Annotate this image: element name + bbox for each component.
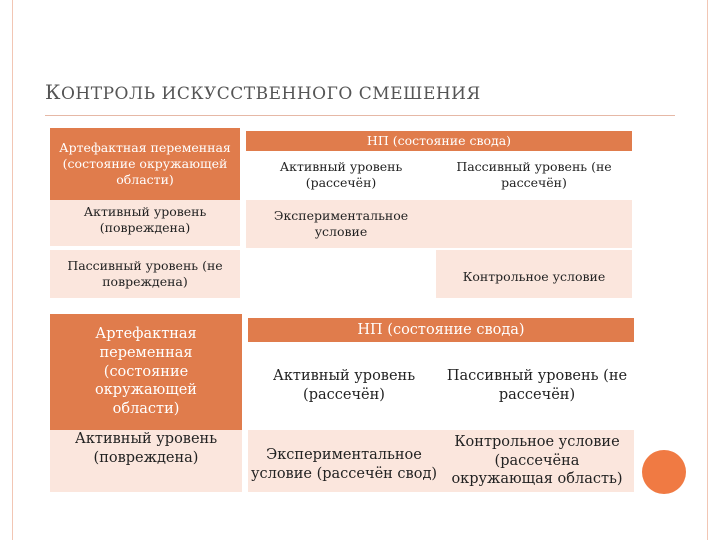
t1-row2-active [246,250,436,298]
slide-title: КОНТРОЛЬ ИСКУССТВЕННОГО СМЕШЕНИЯ [45,80,481,104]
t2-row1-active: Экспериментальное условие (рассечён свод) [248,430,440,492]
t2-row1-label: Активный уровень (повреждена) [50,430,242,492]
t1-header-artifact: Артефактная переменная (состояние окружающей области) [50,128,240,200]
t2-header-artifact: Артефактная переменная (состояние окружающей области) [50,314,242,430]
t2-col-passive: Пассивный уровень (не рассечён) [440,344,634,428]
t2-col-active: Активный уровень (рассечён) [248,344,440,428]
t2-row1-passive: Контрольное условие (рассечёна окружающая область) [440,430,634,492]
t1-row1-passive [436,200,632,248]
t1-row2-label: Пассивный уровень (не повреждена) [50,250,240,298]
t1-row1-active: Экспериментальное условие [246,200,436,248]
t1-row1-label: Активный уровень (повреждена) [50,200,240,246]
t1-col-passive: Пассивный уровень (не рассечён) [436,151,632,199]
title-underline [45,115,675,116]
t1-row2-passive: Контрольное условие [436,250,632,298]
t1-col-active: Активный уровень (рассечён) [246,151,436,199]
orange-circle-decoration-icon [642,450,686,494]
t2-header-np: НП (состояние свода) [248,318,634,342]
t1-header-np: НП (состояние свода) [246,131,632,151]
